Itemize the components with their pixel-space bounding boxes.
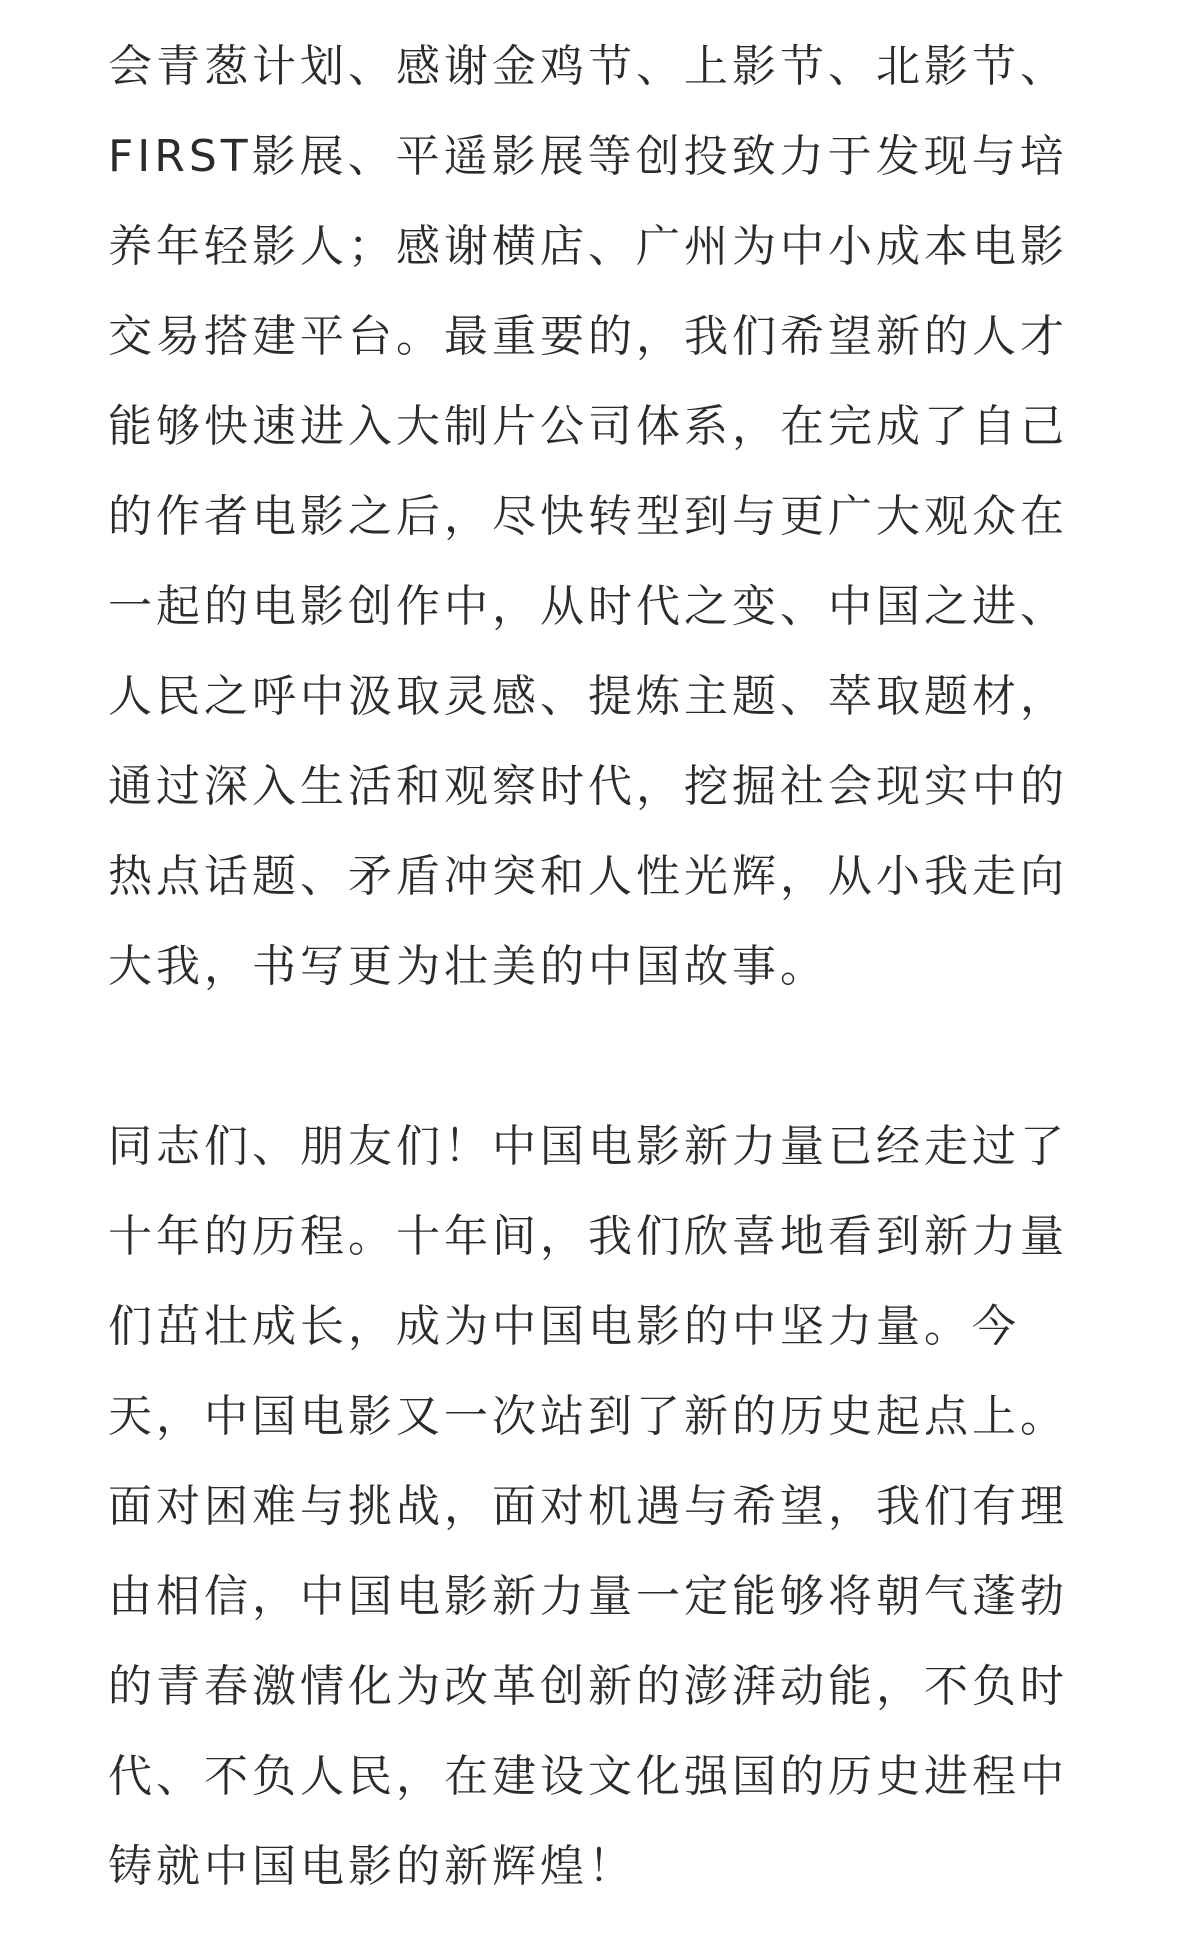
text-line: 十年的历程。十年间，我们欣喜地看到新力量 — [108, 1211, 1068, 1262]
text-line: 一起的电影创作中，从时代之变、中国之进、 — [108, 581, 1068, 632]
text-line: 同志们、朋友们！中国电影新力量已经走过了 — [108, 1121, 1068, 1172]
text-line: 铸就中国电影的新辉煌！ — [108, 1841, 636, 1892]
article-body — [108, 22, 1088, 1912]
text-line: 的作者电影之后，尽快转型到与更广大观众在 — [108, 491, 1068, 542]
text-line: 养年轻影人；感谢横店、广州为中小成本电影 — [108, 221, 1068, 272]
text-line: FIRST影展、平遥影展等创投致力于发现与培 — [108, 131, 1068, 182]
text-line: 通过深入生活和观察时代，挖掘社会现实中的 — [108, 761, 1068, 812]
text-line: 交易搭建平台。最重要的，我们希望新的人才 — [108, 311, 1068, 362]
paragraph-2 — [108, 1102, 1088, 1912]
text-line: 天，中国电影又一次站到了新的历史起点上。 — [108, 1391, 1068, 1442]
text-line: 由相信，中国电影新力量一定能够将朝气蓬勃 — [108, 1571, 1068, 1622]
paragraph-1 — [108, 22, 1088, 1012]
text-line: 的青春激情化为改革创新的澎湃动能，不负时 — [108, 1661, 1068, 1712]
text-line: 面对困难与挑战，面对机遇与希望，我们有理 — [108, 1481, 1068, 1532]
text-line: 人民之呼中汲取灵感、提炼主题、萃取题材， — [108, 671, 1068, 722]
text-line: 们茁壮成长，成为中国电影的中坚力量。今 — [108, 1301, 1020, 1352]
text-line: 能够快速进入大制片公司体系，在完成了自己 — [108, 401, 1068, 452]
text-line: 大我，书写更为壮美的中国故事。 — [108, 941, 828, 992]
paragraph-spacer — [108, 1012, 1088, 1102]
text-line: 会青葱计划、感谢金鸡节、上影节、北影节、 — [108, 41, 1068, 92]
text-line: 热点话题、矛盾冲突和人性光辉，从小我走向 — [108, 851, 1068, 902]
text-line: 代、不负人民，在建设文化强国的历史进程中 — [108, 1751, 1068, 1802]
